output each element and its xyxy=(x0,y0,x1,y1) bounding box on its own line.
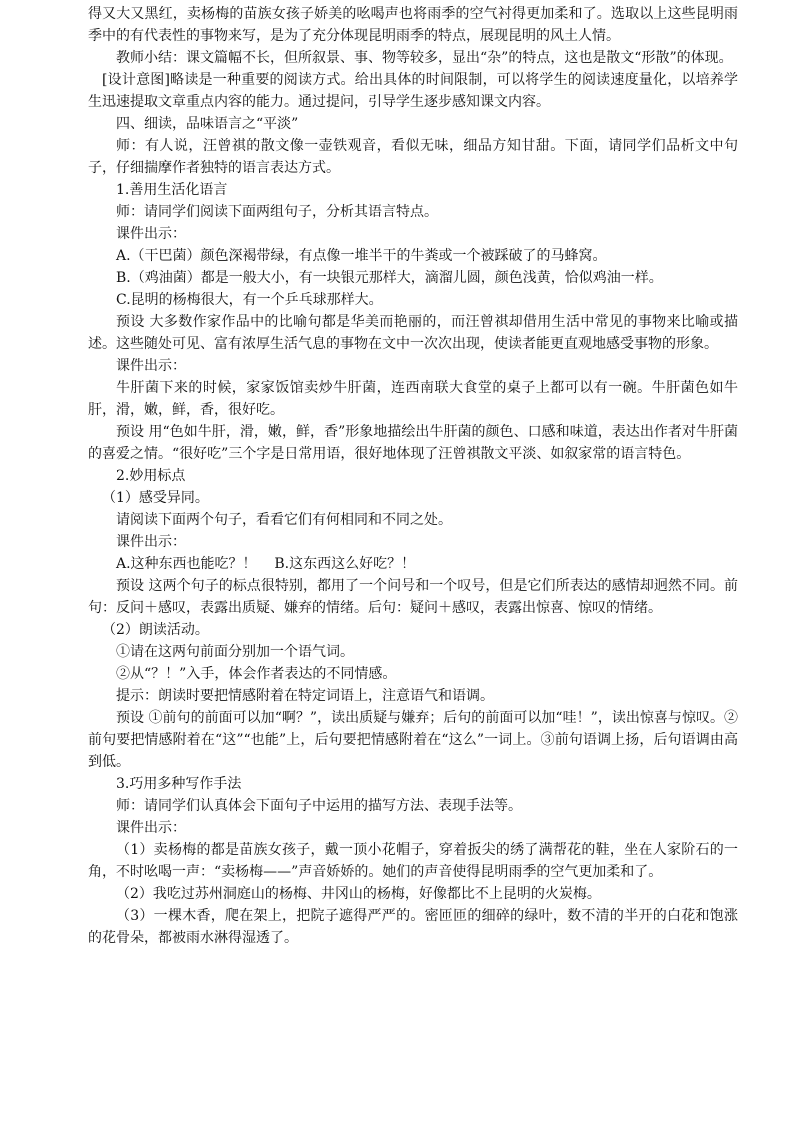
subheading-2: 2.妙用标点 xyxy=(116,468,186,484)
task-item: ①请在这两句前面分别加一个语气词。 xyxy=(116,644,354,660)
paragraph-continuation: 得又大又黑红，卖杨梅的苗族女孩子娇美的吆喝声也将雨季的空气衬得更加柔和了。选取以上这些昆明雨季中的有代表性的事物来写，是为了充分体现昆明雨季的特点，展现昆明的风土人情。 xyxy=(88,6,738,44)
example-a: A.（干巴菌）颜色深褐带绿，有点像一堆半干的牛粪或一个被踩破了的马蜂窝。 xyxy=(116,248,607,264)
subheading-3: 3.巧用多种写作手法 xyxy=(116,776,242,792)
example-2: （2）我吃过苏州洞庭山的杨梅、井冈山的杨梅，好像都比不上昆明的火炭梅。 xyxy=(116,886,601,902)
instruction: 请阅读下面两个句子，看看它们有何相同和不同之处。 xyxy=(116,512,452,528)
courseware-label: 课件出示： xyxy=(116,820,186,836)
preset-answer: 预设 ①前句的前面可以加“啊？”，读出质疑与嫌弃；后句的前面可以加“哇！”，读出惊喜与惊叹。②前句要把情感附着在“这”“也能”上，后句要把情感附着在“这么”一词上。③前句语调上扬，后句语调由高到低。 xyxy=(88,710,738,770)
example-3: （3）一棵木香，爬在架上，把院子遮得严严的。密匝匝的细碎的绿叶，数不清的半开的白花和饱涨的花骨朵，都被雨水淋得湿透了。 xyxy=(88,908,738,946)
activity-heading: （2）朗读活动。 xyxy=(102,622,209,638)
example-b: B.（鸡油菌）都是一般大小，有一块银元那样大，滴溜儿圆，颜色浅黄，恰似鸡油一样。 xyxy=(116,270,663,286)
example-c: C.昆明的杨梅很大，有一个乒乓球那样大。 xyxy=(116,292,383,308)
preset-answer: 预设 大多数作家作品中的比喻句都是华美而艳丽的，而汪曾祺却借用生活中常见的事物来比喻或描述。这些随处可见、富有浓厚生活气息的事物在文中一次次出现，使读者能更直观地感受事物的形象。 xyxy=(88,314,738,352)
preset-answer: 预设 这两个句子的标点很特别，都用了一个问号和一个叹号，但是它们所表达的感情却迥然不同。前句：反问＋感叹，表露出质疑、嫌弃的情绪。后句：疑问＋感叹，表露出惊喜、惊叹的情绪。 xyxy=(88,578,738,616)
activity-heading: （1）感受异同。 xyxy=(102,490,209,506)
courseware-label: 课件出示： xyxy=(116,534,186,550)
subheading-1: 1.善用生活化语言 xyxy=(116,182,228,198)
example-sentences: A.这种东西也能吃？！ B.这东西这么好吃？！ xyxy=(116,556,416,572)
task-item: ②从“？！”入手，体会作者表达的不同情感。 xyxy=(116,666,397,682)
teacher-instruction: 师：请同学们认真体会下面句子中运用的描写方法、表现手法等。 xyxy=(116,798,522,814)
section-heading-4: 四、细读，品味语言之“平淡” xyxy=(116,116,299,132)
teacher-summary: 教师小结：课文篇幅不长，但所叙景、事、物等较多，显出“杂”的特点，这也是散文“形散”的体现。 xyxy=(116,50,733,66)
example-text: 牛肝菌下来的时候，家家饭馆卖炒牛肝菌，连西南联大食堂的桌子上都可以有一碗。牛肝菌色如牛肝，滑，嫩，鲜，香，很好吃。 xyxy=(88,380,738,418)
preset-answer: 预设 用“色如牛肝，滑，嫩，鲜，香”形象地描绘出牛肝菌的颜色、口感和味道，表达出作者对牛肝菌的喜爱之情。“很好吃”三个字是日常用语，很好地体现了汪曾祺散文平淡、如叙家常的语言特色。 xyxy=(88,424,738,462)
courseware-label: 课件出示： xyxy=(116,358,186,374)
teacher-intro: 师：有人说，汪曾祺的散文像一壶铁观音，看似无味，细品方知甘甜。下面，请同学们品析文中句子，仔细揣摩作者独特的语言表达方式。 xyxy=(88,138,738,176)
example-1: （1）卖杨梅的都是苗族女孩子，戴一顶小花帽子，穿着扳尖的绣了满帮花的鞋，坐在人家阶石的一角，不时吆喝一声：“卖杨梅——”声音娇娇的。她们的声音使得昆明雨季的空气更加柔和了。 xyxy=(88,842,738,880)
courseware-label: 课件出示： xyxy=(116,226,186,242)
design-intent: [设计意图]略读是一种重要的阅读方式。给出具体的时间限制，可以将学生的阅读速度量化，以培养学生迅速提取文章重点内容的能力。通过提问，引导学生逐步感知课文内容。 xyxy=(88,72,738,110)
teacher-instruction: 师：请同学们阅读下面两组句子，分析其语言特点。 xyxy=(116,204,438,220)
hint: 提示：朗读时要把情感附着在特定词语上，注意语气和语调。 xyxy=(116,688,494,704)
